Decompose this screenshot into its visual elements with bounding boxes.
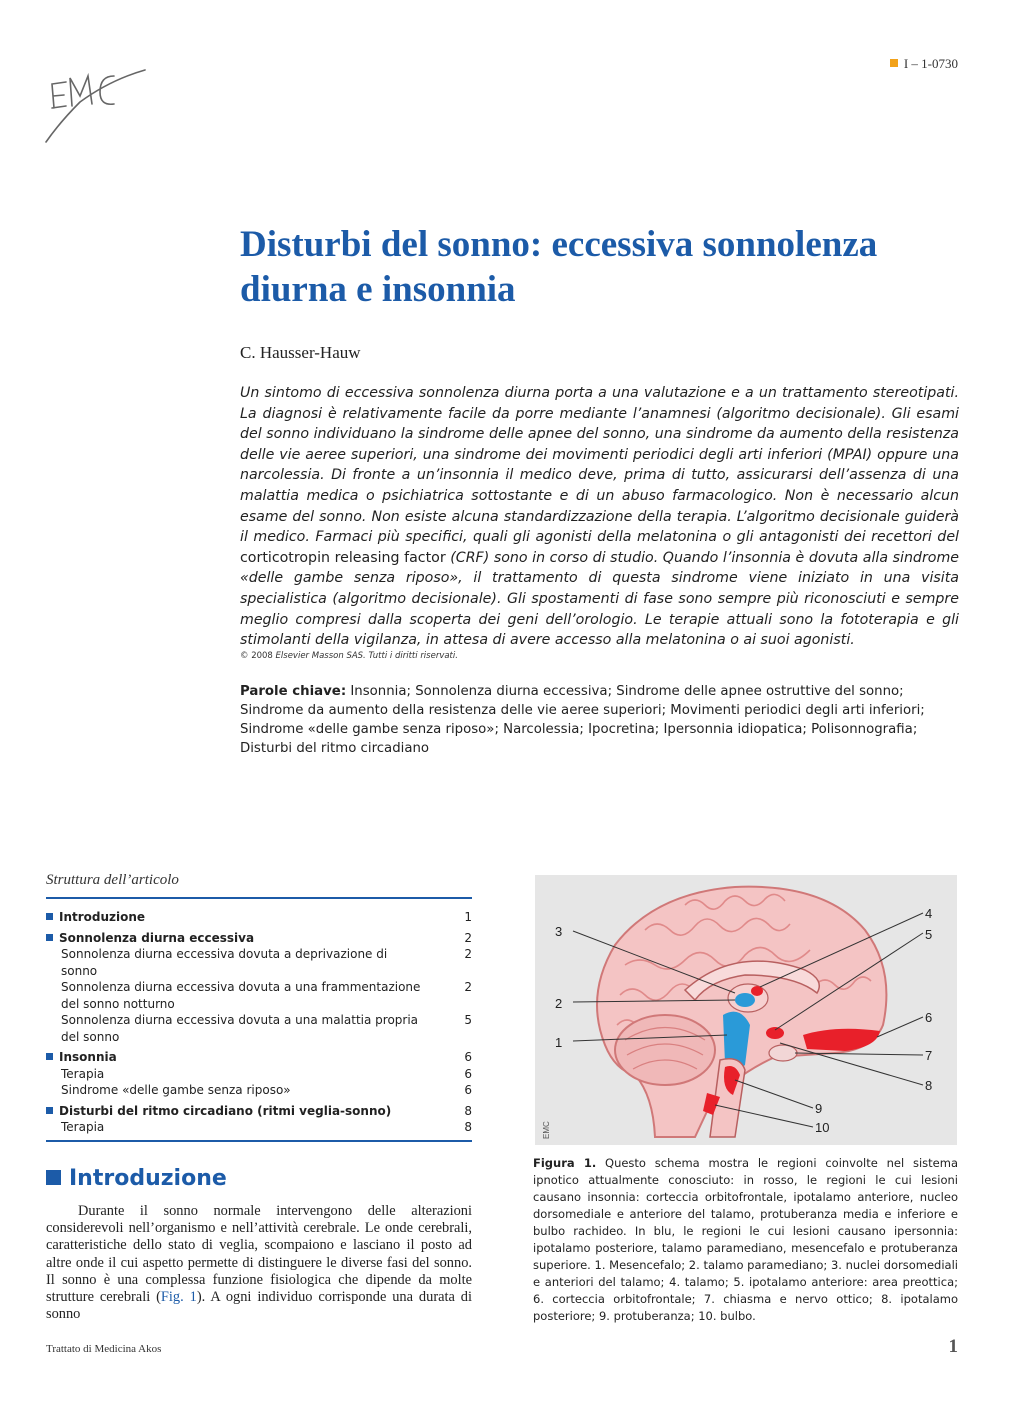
toc-divider <box>46 1140 472 1142</box>
paramedian-thalamus-blue <box>735 993 755 1007</box>
keywords-list: Insonnia; Sonnolenza diurna eccessiva; Sindrome delle apnee ostruttive del sonno; Sindrome da aumento della resistenza delle vie aeree superiori; Movimenti periodici degli arti inferiori; Sindrome «delle gambe senza riposo»; Narcolessia; Ipocretina; Ipersonnia idiopatica; Polisonnografia; Disturbi del ritmo circadiano <box>240 684 925 756</box>
article-author: C. Hausser-Hauw <box>240 343 361 362</box>
toc-entry-text: Insonnia <box>59 1050 117 1064</box>
toc-entry[interactable] <box>46 1119 472 1136</box>
article-title: Disturbi del sonno: eccessiva sonnolenza diurna e insonnia <box>240 224 878 310</box>
keywords <box>240 682 940 758</box>
document-code-text: I – 1-0730 <box>903 56 958 71</box>
toc-entry-page: 2 <box>464 947 472 961</box>
intro-paragraph <box>46 1203 472 1323</box>
label-6: 6 <box>925 1010 933 1025</box>
intro-text-before-ref: Durante il sonno normale intervengono delle alterazioni considerevoli nell’organismo e nell’attività cerebrale. Le onde cerebrali, caratteristiche dello stato di veglia, scompaiono e lasciano il posto ad altre onde il cui aspetto permette di distinguere le diverse fasi del sonno. Il sonno è una complessa funzione fisiologica che dipende da molte strutture cerebrali ( <box>46 1203 472 1306</box>
toc-entry-label <box>61 1012 456 1045</box>
toc-entry-text: Disturbi del ritmo circadiano (ritmi veglia-sonno) <box>59 1103 392 1118</box>
copyright <box>240 651 458 661</box>
copyright-prefix: © 2008 <box>240 651 273 661</box>
toc-entry-page: 1 <box>464 910 472 924</box>
toc-entry-label <box>61 1119 456 1136</box>
toc-title: Struttura dell’articolo <box>46 872 179 888</box>
table-of-contents <box>46 872 472 1142</box>
anterior-hypothalamus-red <box>766 1027 784 1039</box>
toc-entry-label <box>61 1066 456 1083</box>
abstract-upright-term: corticotropin releasing factor <box>240 549 446 566</box>
intro-text-after-ref: ). A ogni individuo corrisponde una durata di sonno <box>46 1289 472 1323</box>
page-number: 1 <box>948 1336 958 1357</box>
label-8: 8 <box>925 1078 933 1093</box>
toc-divider <box>46 897 472 899</box>
toc-entry-text: Terapia <box>61 1066 105 1081</box>
document-code <box>890 56 958 72</box>
toc-entry[interactable] <box>46 930 472 947</box>
figure-caption-text: Questo schema mostra le regioni coinvolte nel sistema ipnotico attualmente conosciuto: in rosso, le regioni le cui lesioni causano insonnia: corteccia orbitofrontale, ipotalamo anteriore, nucleo dorsomediale e anteriore del talamo, protuberanza media e inferiore e bulbo rachideo. In blu, le regioni le cui lesioni causano ipersonnia: ipotalamo posteriore, talamo paramediano, mesencefalo e protuberanza superiore. 1. Mesencefalo; 2. talamo paramediano; 3. nuclei dorsomediali e anteriori del talamo; 4. talamo; 5. ipotalamo anteriore: area preottica; 6. corteccia orbitofrontale; 7. chiasma e nervo ottico; 8. ipotalamo posteriore; 9. protuberanza; 10. bulbo. <box>533 1156 958 1323</box>
orbitofrontal-cortex-red <box>803 1029 880 1051</box>
toc-entry-label <box>61 946 456 979</box>
section-heading-introduzione <box>46 1166 227 1191</box>
label-9: 9 <box>815 1101 823 1116</box>
dorsomedial-thalamus-red <box>751 986 763 996</box>
blue-square-icon <box>46 1170 61 1185</box>
blue-square-icon <box>46 1053 53 1060</box>
toc-entry[interactable] <box>46 1103 472 1120</box>
toc-entry-label <box>61 1082 456 1099</box>
toc-entry[interactable] <box>46 1012 472 1045</box>
optic-chiasm <box>769 1045 797 1061</box>
label-5: 5 <box>925 927 933 942</box>
toc-entries <box>46 909 472 1136</box>
toc-entry-text: Sonnolenza diurna eccessiva dovuta a una malattia propria del sonno <box>61 1013 419 1044</box>
brain-diagram <box>535 875 957 1145</box>
toc-entry[interactable] <box>46 946 472 979</box>
toc-entry-page: 2 <box>464 980 472 994</box>
figure-reference-link[interactable]: Fig. 1 <box>160 1289 197 1306</box>
toc-entry-page: 6 <box>464 1066 472 1081</box>
toc-entry-text: Terapia <box>61 1120 105 1134</box>
abstract-part-2: (CRF) sono in corso di studio. Quando l’insonnia è dovuta alla sindrome «delle gambe senza riposo», il trattamento di questa sindrome viene iniziato in una visita specialistica (algoritmo decisionale). Gli spostamenti di fase sono sempre più riconosciuti e sempre meglio compresi dalla scoperta dei geni dell’orologio. Le terapie attuali sono la fototerapia e gli stimolanti della vigilanza, in attesa di avere accesso alla melatonina o ai suoi agonisti. <box>240 549 960 649</box>
blue-square-icon <box>46 913 53 920</box>
figure-caption <box>533 1155 958 1325</box>
blue-square-icon <box>46 934 53 941</box>
toc-entry-label <box>46 930 456 947</box>
orange-square-icon <box>890 59 898 67</box>
label-7: 7 <box>925 1048 933 1063</box>
toc-entry-label <box>46 909 456 926</box>
figure-watermark: EMC <box>542 1121 551 1139</box>
toc-entry-page: 6 <box>464 1050 472 1064</box>
toc-entry-label <box>61 979 456 1012</box>
toc-entry-text: Sonnolenza diurna eccessiva dovuta a una frammentazione del sonno notturno <box>61 980 421 1011</box>
toc-entry-page: 8 <box>464 1120 472 1134</box>
label-10: 10 <box>815 1120 830 1135</box>
figure-caption-label: Figura 1. <box>533 1156 597 1170</box>
toc-entry[interactable] <box>46 979 472 1012</box>
toc-entry[interactable] <box>46 1066 472 1083</box>
toc-entry-label <box>46 1103 456 1120</box>
blue-square-icon <box>46 1107 53 1114</box>
keywords-label: Parole chiave: <box>240 684 347 699</box>
toc-entry-text: Sindrome «delle gambe senza riposo» <box>61 1083 291 1097</box>
figure-brain-diagram <box>535 875 957 1145</box>
toc-entry-page: 5 <box>464 1013 472 1027</box>
label-2: 2 <box>555 996 563 1011</box>
abstract <box>240 383 959 651</box>
emc-logo <box>40 62 150 147</box>
abstract-part-1: Un sintomo di eccessiva sonnolenza diurna porta a una valutazione e a un trattamento stereotipati. La diagnosi è relativamente facile da porre mediante l’anamnesi (algoritmo decisionale). Gli esami del sonno individuano la sindrome delle apnee del sonno, una sindrome da aumento della resistenza delle vie aeree superiori, una sindrome dei movimenti periodici degli arti inferiori (MPAI) oppure una narcolessia. Di fronte a un’insonnia il medico deve, prima di tutto, assicurarsi dell’assenza di una malattia medica o psichiatrica sottostante e di un abuso farmacologico. Non è necessario alcun esame del sonno. Non esiste alcuna standardizzazione della terapia. L’algoritmo decisionale guiderà il medico. Farmaci più specifici, quali gli agonisti della melatonina o gli antagonisti dei recettori del <box>240 385 959 546</box>
label-1: 1 <box>555 1035 563 1050</box>
label-3: 3 <box>555 924 563 939</box>
toc-entry-text: Introduzione <box>59 910 146 924</box>
footer-journal-name: Trattato di Medicina Akos <box>46 1343 162 1355</box>
toc-entry[interactable] <box>46 1049 472 1066</box>
toc-entry-page: 8 <box>464 1103 472 1118</box>
toc-entry-page: 6 <box>464 1083 472 1097</box>
toc-entry[interactable] <box>46 1082 472 1099</box>
label-4: 4 <box>925 906 933 921</box>
section-heading-text: Introduzione <box>69 1166 227 1191</box>
toc-entry-text: Sonnolenza diurna eccessiva <box>59 930 255 945</box>
cerebellum <box>615 1015 715 1085</box>
toc-entry-text: Sonnolenza diurna eccessiva dovuta a deprivazione di sonno <box>61 947 388 978</box>
toc-entry[interactable] <box>46 909 472 926</box>
toc-entry-label <box>46 1049 456 1066</box>
toc-entry-page: 2 <box>464 930 472 945</box>
copyright-text: Elsevier Masson SAS. Tutti i diritti riservati. <box>275 651 458 661</box>
